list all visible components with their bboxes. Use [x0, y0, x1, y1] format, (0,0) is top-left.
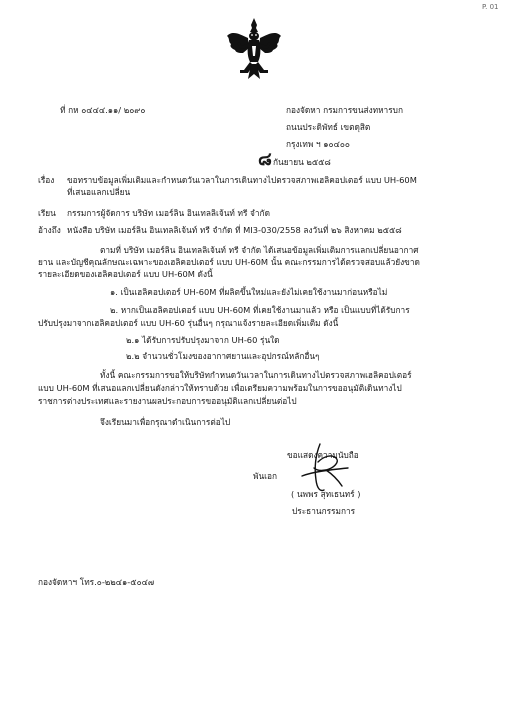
recipient: กรรมการผู้จัดการ บริษัท เมอร์ลิน อินเทลลิเจ้นท์ ทรี จำกัด — [67, 208, 270, 218]
footer-contact: กองจัดหาฯ โทร.๐-๒๒๔๑-๕๐๔๗ — [38, 577, 155, 587]
closing-request: จึงเรียนมาเพื่อกรุณาดำเนินการต่อไป — [100, 417, 231, 427]
subject-label: เรื่อง — [38, 175, 55, 185]
garuda-emblem — [224, 16, 284, 82]
regards: ขอแสดงความนับถือ — [287, 450, 359, 460]
paragraph-2-line-1: ทั้งนี้ คณะกรรมการขอให้บริษัทกำหนดวันเวลาในการเดินทางไปตรวจสภาพเฮลิคอปเตอร์ — [100, 370, 412, 380]
item-2-line-1: ๒. หากเป็นเฮลิคอปเตอร์ แบบ UH-60M ที่เคยใช้งานมาแล้ว หรือ เป็นแบบที่ได้รับการ — [110, 305, 410, 315]
date-day: ๘ — [258, 149, 272, 170]
sender-road: ถนนประดิพัทธ์ เขตดุสิต — [286, 122, 371, 132]
subject-line-2: ที่เสนอแลกเปลี่ยน — [67, 187, 131, 197]
sender-department: กองจัดหา กรมการขนส่งทหารบก — [286, 105, 403, 115]
paragraph-1-line-2: ยาน และบัญชีคุณลักษณะเฉพาะของเฮลิคอปเตอร์ แบบ UH-60M นั้น คณะกรรมการได้ตรวจสอบแล้วยังขาด — [38, 257, 420, 267]
subject-line-1: ขอทราบข้อมูลเพิ่มเติมและกำหนดวันเวลาในการเดินทางไปตรวจสภาพเฮลิคอปเตอร์ แบบ UH-60M — [67, 175, 417, 185]
reference-number: ที่ กห ๐๔๔๔.๑๑/ ๒๐๙๐ — [60, 105, 146, 115]
signer-title: ประธานกรรมการ — [292, 506, 356, 516]
date-month-year: กันยายน ๒๕๕๘ — [273, 157, 331, 167]
paragraph-2-line-3: ราชการต่างประเทศและรายงานผลประกอบการขออนุมัติแลกเปลี่ยนต่อไป — [38, 396, 297, 406]
reference-document: หนังสือ บริษัท เมอร์ลิน อินเทลลิเจ้นท์ ทรี จำกัด ที่ MI3-030/2558 ลงวันที่ ๒๖ สิงหาคม ๒๕๕๘ — [67, 225, 402, 235]
signer-rank: พันเอก — [253, 471, 277, 481]
item-2-2: ๒.๒ จำนวนชั่วโมงของอากาศยานและอุปกรณ์หลักอื่นๆ — [126, 351, 320, 361]
item-2-line-2: ปรับปรุงมาจากเฮลิคอปเตอร์ แบบ UH-60 รุ่นอื่นๆ กรุณาแจ้งรายละเอียดเพิ่มเติม ดังนี้ — [38, 318, 339, 328]
signer-name: ( นพพร สุทเธนทร์ ) — [291, 489, 361, 499]
page-mark: P. 01 — [482, 3, 499, 11]
item-2-1: ๒.๑ ได้รับการปรับปรุงมาจาก UH-60 รุ่นใด — [126, 335, 280, 345]
paragraph-2-line-2: แบบ UH-60M ที่เสนอแลกเปลี่ยนดังกล่าวให้ทราบด้วย เพื่อเตรียมความพร้อมในการขออนุมัติเดินทางไป — [38, 383, 402, 393]
sender-city: กรุงเทพ ฯ ๑๐๔๐๐ — [286, 139, 350, 149]
paragraph-1-line-3: รายละเอียดของเฮลิคอปเตอร์ แบบ UH-60M ดังนี้ — [38, 269, 213, 279]
recipient-label: เรียน — [38, 208, 56, 218]
paragraph-1-line-1: ตามที่ บริษัท เมอร์ลิน อินเทลลิเจ้นท์ ทรี จำกัด ได้เสนอข้อมูลเพิ่มเติมการแลกเปลี่ยนอากาศ — [100, 245, 419, 255]
item-1: ๑. เป็นเฮลิคอปเตอร์ UH-60M ที่ผลิตขึ้นใหม่และยังไม่เคยใช้งานมาก่อนหรือไม่ — [110, 287, 388, 297]
reference-label: อ้างถึง — [38, 225, 61, 235]
